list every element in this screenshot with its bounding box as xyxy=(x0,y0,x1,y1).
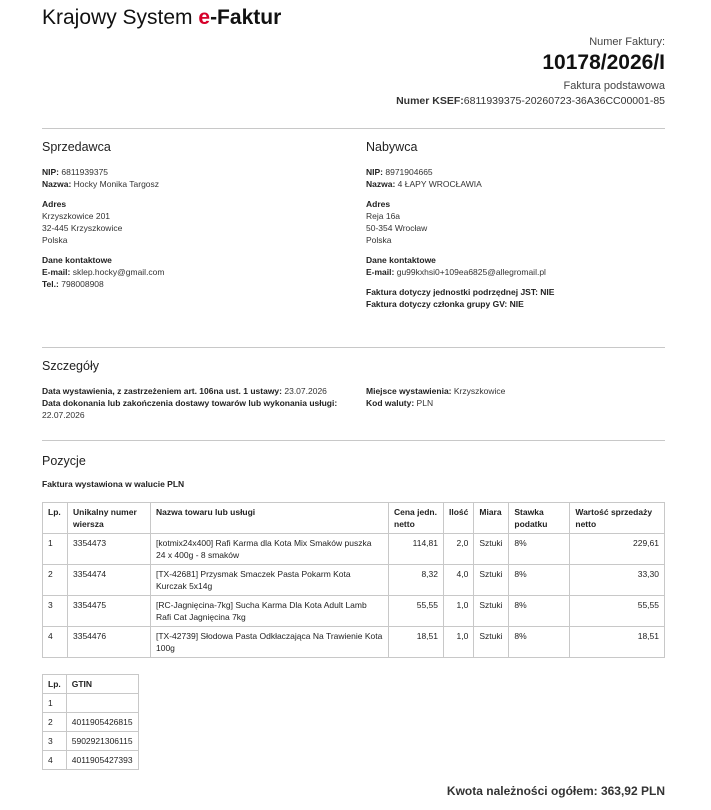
cell-qty: 2,0 xyxy=(444,534,474,565)
gtin-header-row xyxy=(43,675,139,694)
buyer-address-title: Adres xyxy=(366,199,391,209)
col-tax: Stawka podatku xyxy=(509,503,570,534)
cell-price: 55,55 xyxy=(389,596,444,627)
cell-qty: 4,0 xyxy=(444,565,474,596)
col-price: Cena jedn. netto xyxy=(389,503,444,534)
seller-nip: NIP: 6811939375 xyxy=(42,167,109,177)
invoice-header xyxy=(396,36,665,107)
cell-lp: 2 xyxy=(43,565,68,596)
table-row xyxy=(43,534,665,565)
col-unit: Miara xyxy=(474,503,509,534)
cell-tax: 8% xyxy=(509,596,570,627)
table-row xyxy=(43,627,665,658)
buyer-name: Nazwa: 4 ŁAPY WROCŁAWIA xyxy=(366,179,482,189)
divider xyxy=(42,440,665,441)
cell-tax: 8% xyxy=(509,534,570,565)
cell-row-id: 3354473 xyxy=(68,534,151,565)
cell-name: [TX-42681] Przysmak Smaczek Pasta Pokarm Kota Kurczak 5x14g xyxy=(151,565,389,596)
cell-gtin xyxy=(66,694,138,713)
details-dates xyxy=(42,385,342,421)
col-qty: Ilość xyxy=(444,503,474,534)
cell-price: 18,51 xyxy=(389,627,444,658)
cell-lp: 4 xyxy=(43,627,68,658)
seller-address-line: 32-445 Krzyszkowice xyxy=(42,223,123,233)
seller-contact-title: Dane kontaktowe xyxy=(42,255,112,265)
cell-unit: Sztuki xyxy=(474,534,509,565)
buyer-address-line: Reja 16a xyxy=(366,211,401,221)
cell-value: 55,55 xyxy=(570,596,665,627)
seller-email: E-mail: sklep.hocky@gmail.com xyxy=(42,267,165,277)
cell-lp: 3 xyxy=(43,596,68,627)
buyer-contact-title: Dane kontaktowe xyxy=(366,255,436,265)
cell-price: 8,32 xyxy=(389,565,444,596)
buyer-nip: NIP: 8971904665 xyxy=(366,167,433,177)
buyer-block xyxy=(366,166,666,310)
cell-gtin: 4011905426815 xyxy=(66,713,138,732)
details-place xyxy=(366,385,666,409)
buyer-jst: Faktura dotyczy jednostki podrzędnej JST: NIE xyxy=(366,287,555,297)
cell-lp: 1 xyxy=(43,534,68,565)
divider xyxy=(42,128,665,129)
cell-tax: 8% xyxy=(509,627,570,658)
positions-subtitle: Faktura wystawiona w walucie PLN xyxy=(42,479,185,489)
cell-tax: 8% xyxy=(509,565,570,596)
divider xyxy=(42,347,665,348)
cell-price: 114,81 xyxy=(389,534,444,565)
cell-value: 33,30 xyxy=(570,565,665,596)
gtin-table xyxy=(42,674,139,770)
col-row-id: Unikalny numer wiersza xyxy=(68,503,151,534)
items-header-row xyxy=(43,503,665,534)
currency-code: Kod waluty: PLN xyxy=(366,398,434,408)
table-row xyxy=(43,565,665,596)
cell-row-id: 3354476 xyxy=(68,627,151,658)
seller-phone: Tel.: 798008908 xyxy=(42,279,104,289)
col-gtin: GTIN xyxy=(66,675,138,694)
table-row xyxy=(43,694,139,713)
cell-row-id: 3354475 xyxy=(68,596,151,627)
cell-gtin: 4011905427393 xyxy=(66,751,138,770)
cell-value: 229,61 xyxy=(570,534,665,565)
cell-value: 18,51 xyxy=(570,627,665,658)
seller-name: Nazwa: Hocky Monika Targosz xyxy=(42,179,160,189)
table-row xyxy=(43,713,139,732)
positions-title: Pozycje xyxy=(42,454,86,468)
buyer-email: E-mail: gu99kxhsi0+109ea6825@allegromail.pl xyxy=(366,267,546,277)
details-title: Szczegóły xyxy=(42,359,99,373)
table-row xyxy=(43,751,139,770)
seller-address-line: Krzyszkowice 201 xyxy=(42,211,111,221)
col-name: Nazwa towaru lub usługi xyxy=(151,503,389,534)
seller-block xyxy=(42,166,342,290)
cell-unit: Sztuki xyxy=(474,596,509,627)
seller-address-title: Adres xyxy=(42,199,67,209)
col-value: Wartość sprzedaży netto xyxy=(570,503,665,534)
total-amount: Kwota należności ogółem: 363,92 PLN xyxy=(446,784,665,798)
invoice-number: 10178/2026/I xyxy=(542,51,665,74)
buyer-address-line: 50-354 Wrocław xyxy=(366,223,428,233)
cell-unit: Sztuki xyxy=(474,627,509,658)
table-row xyxy=(43,596,665,627)
invoice-kind: Faktura podstawowa xyxy=(563,80,665,92)
items-table xyxy=(42,502,665,658)
cell-row-id: 3354474 xyxy=(68,565,151,596)
cell-gtin: 5902921306115 xyxy=(66,732,138,751)
seller-title: Sprzedawca xyxy=(42,140,111,154)
ksef-number: Numer KSEF:6811939375-20260723-36A36CC00001-85 xyxy=(396,95,665,107)
col-lp: Lp. xyxy=(43,503,68,534)
cell-lp: 1 xyxy=(43,694,67,713)
cell-lp: 4 xyxy=(43,751,67,770)
cell-name: [RC-Jagnięcina-7kg] Sucha Karma Dla Kota Adult Lamb Rafi Cat Jagnięcina 7kg xyxy=(151,596,389,627)
col-lp: Lp. xyxy=(43,675,67,694)
issue-date: Data wystawienia, z zastrzeżeniem art. 106na ust. 1 ustawy: 23.07.2026 xyxy=(42,386,327,396)
invoice-number-label: Numer Faktury: xyxy=(589,36,665,48)
cell-qty: 1,0 xyxy=(444,627,474,658)
buyer-address-line: Polska xyxy=(366,235,392,245)
cell-lp: 2 xyxy=(43,713,67,732)
cell-lp: 3 xyxy=(43,732,67,751)
table-row xyxy=(43,732,139,751)
buyer-title: Nabywca xyxy=(366,140,418,154)
issue-place: Miejsce wystawienia: Krzyszkowice xyxy=(366,386,506,396)
seller-address-line: Polska xyxy=(42,235,68,245)
cell-qty: 1,0 xyxy=(444,596,474,627)
cell-name: [kotmix24x400] Rafi Karma dla Kota Mix Smaków puszka 24 x 400g - 8 smaków xyxy=(151,534,389,565)
cell-unit: Sztuki xyxy=(474,565,509,596)
delivery-date: Data dokonania lub zakończenia dostawy towarów lub wykonania usługi: 22.07.2026 xyxy=(42,398,338,420)
buyer-gv: Faktura dotyczy członka grupy GV: NIE xyxy=(366,299,524,309)
ksef-logo: Krajowy System e-Faktur xyxy=(42,6,282,29)
cell-name: [TX-42739] Słodowa Pasta Odkłaczająca Na Trawienie Kota 100g xyxy=(151,627,389,658)
